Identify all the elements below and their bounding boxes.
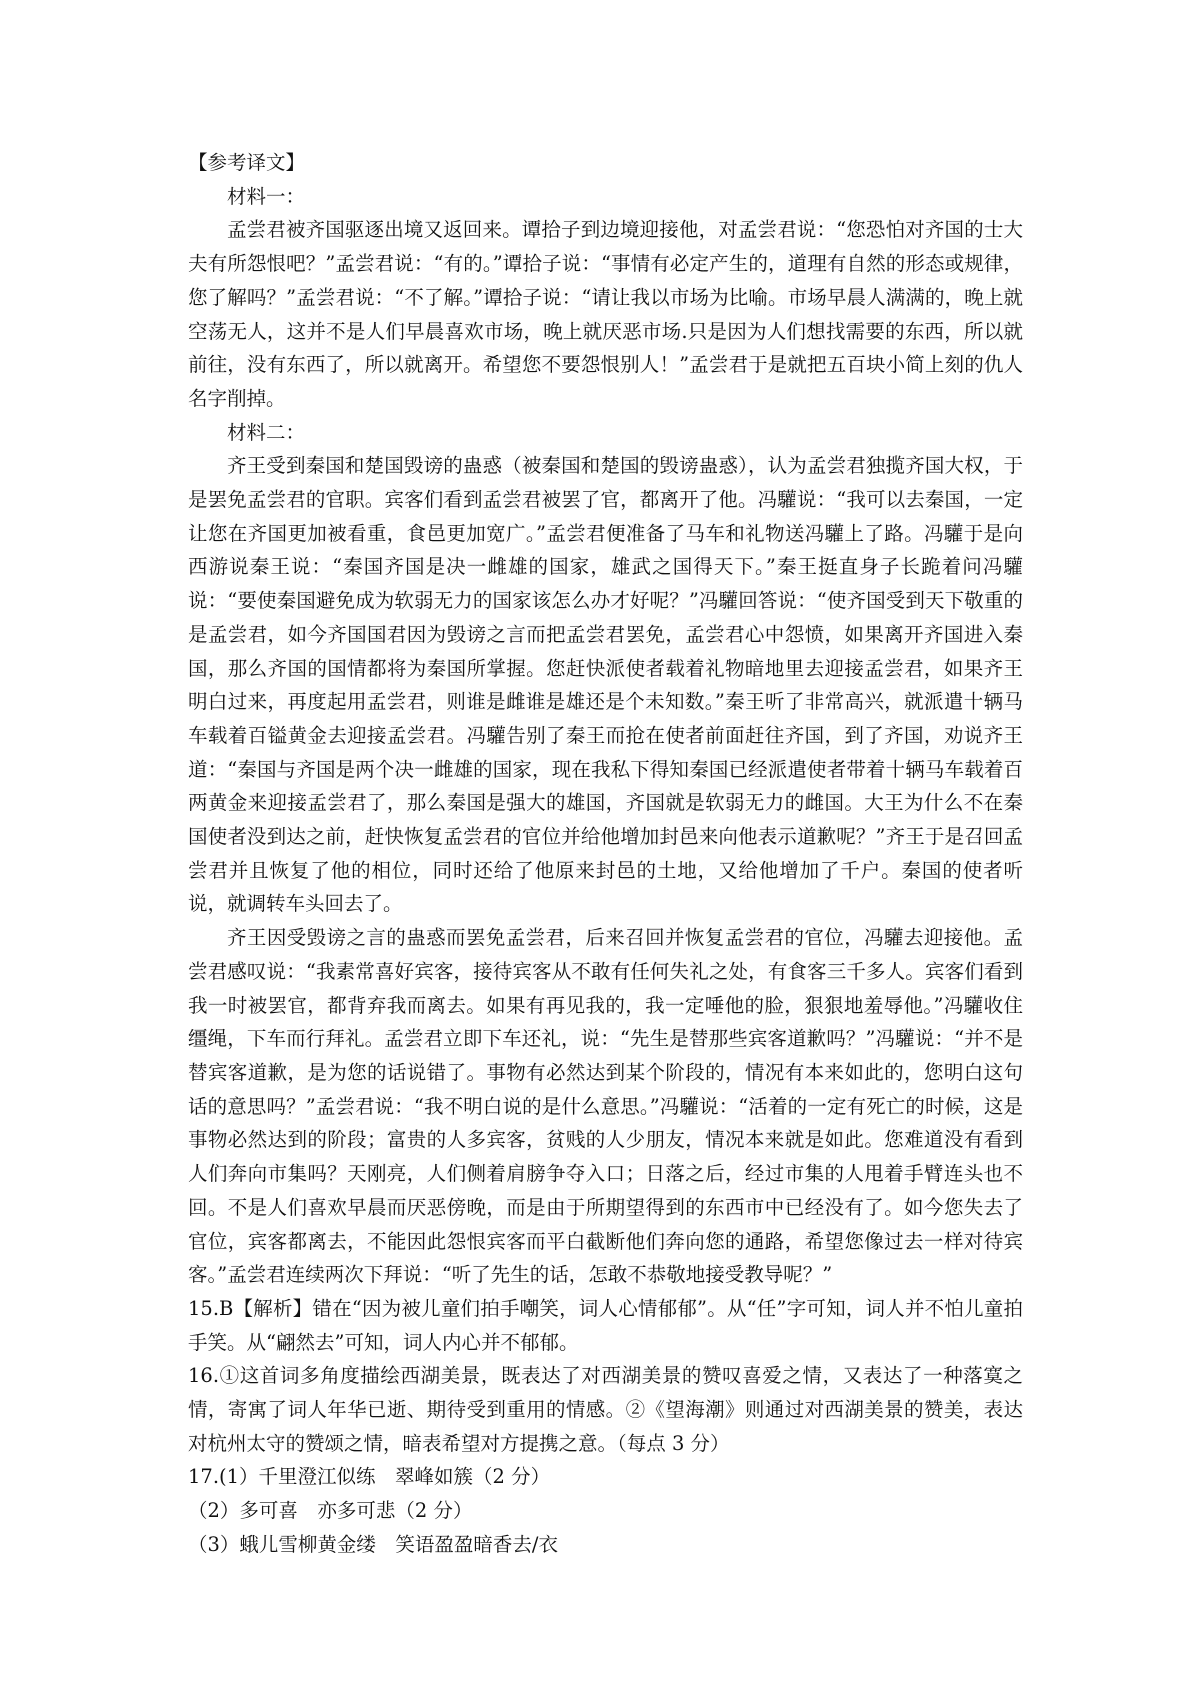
material-1-label: 材料一： xyxy=(227,184,306,208)
document-page xyxy=(188,146,1023,1562)
answer-17-3: （3）蛾儿雪柳黄金缕 笑语盈盈暗香去/衣 xyxy=(188,1532,558,1556)
material-1-paragraph: 孟尝君被齐国驱逐出境又返回来。谭拾子到边境迎接他，对孟尝君说：“您恐怕对齐国的士大夫有所怨恨吧？”孟尝君说：“有的。”谭拾子说：“事情有必定产生的，道理有自然的形态或规律，您了解吗？”孟尝君说：“不了解。”谭拾子说：“请让我以市场为比喻。市场早晨人满满的，晚上就空荡无人，这并不是人们早晨喜欢市场，晚上就厌恶市场.只是因为人们想找需要的东西，所以就前往，没有东西了，所以就离开。希望您不要怨恨别人！”孟尝君于是就把五百块小简上刻的仇人名字削掉。 xyxy=(188,218,1023,410)
material-2-paragraph-1: 齐王受到秦国和楚国毁谤的蛊惑（被秦国和楚国的毁谤蛊惑），认为孟尝君独揽齐国大权，于是罢免孟尝君的官职。宾客们看到孟尝君被罢了官，都离开了他。冯驩说：“我可以去秦国，一定让您在齐国更加被看重，食邑更加宽广。”孟尝君便准备了马车和礼物送冯驩上了路。冯驩于是向西游说秦王说：“秦国齐国是决一雌雄的国家，雄武之国得天下。”秦王挺直身子长跪着问冯驩说：“要使秦国避免成为软弱无力的国家该怎么办才好呢？”冯驩回答说：“使齐国受到天下敬重的是孟尝君，如今齐国国君因为毁谤之言而把孟尝君罢免，孟尝君心中怨愤，如果离开齐国进入秦国，那么齐国的国情都将为秦国所掌握。您赶快派使者载着礼物暗地里去迎接孟尝君，如果齐王明白过来，再度起用孟尝君，则谁是雌谁是雄还是个未知数。”秦王听了非常高兴，就派遣十辆马车载着百镒黄金去迎接孟尝君。冯驩告别了秦王而抢在使者前面赶往齐国，到了齐国，劝说齐王道：“秦国与齐国是两个决一雌雄的国家，现在我私下得知秦国已经派遣使者带着十辆马车载着百两黄金来迎接孟尝君了，那么秦国是强大的雄国，齐国就是软弱无力的雌国。大王为什么不在秦国使者没到达之前，赶快恢复孟尝君的官位并给他增加封邑来向他表示道歉呢？”齐王于是召回孟尝君并且恢复了他的相位，同时还给了他原来封邑的土地，又给他增加了千户。秦国的使者听说，就调转车头回去了。 xyxy=(188,454,1023,916)
answer-16: 16.①这首词多角度描绘西湖美景，既表达了对西湖美景的赞叹喜爱之情，又表达了一种落寞之情，寄寓了词人年华已逝、期待受到重用的情感。②《望海潮》则通过对西湖美景的赞美，表达对杭州太守的赞颂之情，暗表希望对方提携之意。（每点 3 分） xyxy=(188,1364,1023,1455)
material-2-paragraph-2: 齐王因受毁谤之言的蛊惑而罢免孟尝君，后来召回并恢复孟尝君的官位，冯驩去迎接他。孟尝君感叹说：“我素常喜好宾客，接待宾客从不敢有任何失礼之处，有食客三千多人。宾客们看到我一时被罢官，都背弃我而离去。如果有再见我的，我一定唾他的脸，狠狠地羞辱他。”冯驩收住缰绳，下车而行拜礼。孟尝君立即下车还礼，说：“先生是替那些宾客道歉吗？”冯驩说：“并不是替宾客道歉，是为您的话说错了。事物有必然达到某个阶段的，情况有本来如此的，您明白这句话的意思吗？”孟尝君说：“我不明白说的是什么意思。”冯驩说：“活着的一定有死亡的时候，这是事物必然达到的阶段；富贵的人多宾客，贫贱的人少朋友，情况本来就是如此。您难道没有看到人们奔向市集吗？天刚亮，人们侧着肩膀争夺入口；日落之后，经过市集的人甩着手臂连头也不回。不是人们喜欢早晨而厌恶傍晚，而是由于所期望得到的东西市中已经没有了。如今您失去了官位，宾客都离去，不能因此怨恨宾客而平白截断他们奔向您的通路，希望您像过去一样对待宾客。”孟尝君连续两次下拜说：“听了先生的话，怎敢不恭敬地接受教导呢？” xyxy=(188,926,1023,1287)
reference-translation-heading: 【参考译文】 xyxy=(188,151,306,174)
material-2-label: 材料二： xyxy=(227,420,306,444)
answer-17-1: 17.(1）千里澄江似练 翠峰如簇（2 分） xyxy=(188,1465,551,1489)
answer-17-2: （2）多可喜 亦多可悲（2 分） xyxy=(188,1499,473,1523)
answer-15: 15.B【解析】错在“因为被儿童们拍手嘲笑，词人心情郁郁”。从“任”字可知，词人并不怕儿童拍手笑。从“翩然去”可知，词人内心并不郁郁。 xyxy=(188,1296,1023,1354)
